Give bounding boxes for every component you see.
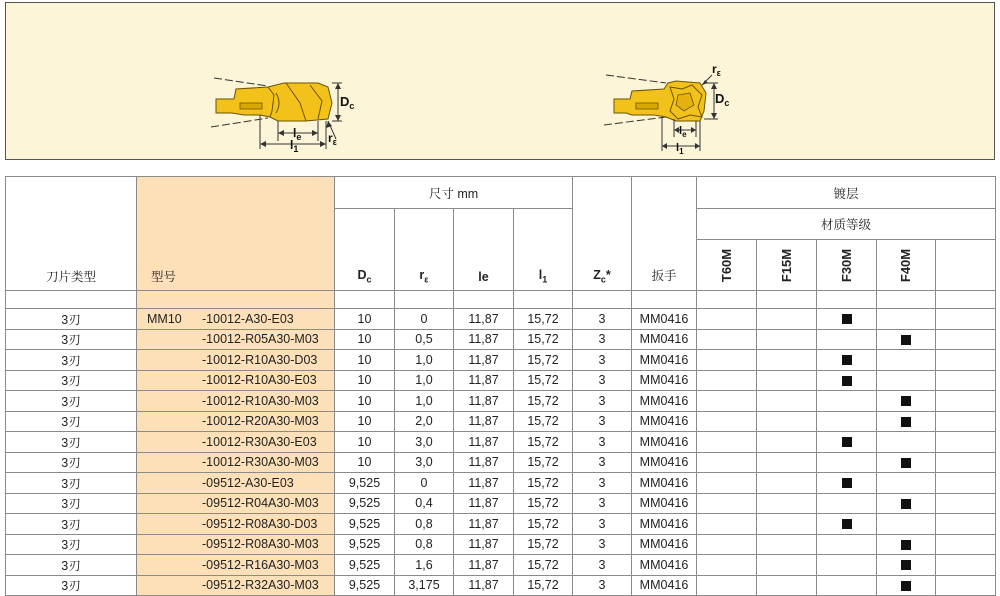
header-blade-type: 刀片类型 xyxy=(6,177,137,291)
grade-col-f15m: F15M xyxy=(757,240,817,291)
cell-grade-f40m xyxy=(877,534,936,555)
cell-zc: 3 xyxy=(573,411,632,432)
cell-grade-t60m xyxy=(697,534,757,555)
svg-text:l1: $l_1$ xyxy=(676,142,684,156)
model-code: -09512-R08A30-D03 xyxy=(202,516,318,531)
svg-text:le: $l_e$ xyxy=(293,126,302,142)
cell-dc: 10 xyxy=(335,309,395,330)
grade-available-mark xyxy=(842,519,852,529)
cell-blade-type: 3刃 xyxy=(6,350,137,371)
header-dc: $D_c$ xyxy=(335,209,395,291)
cell-grade-f30m xyxy=(817,493,877,514)
cell-blade-type: 3刃 xyxy=(6,473,137,494)
cell-grade-f40m xyxy=(877,432,936,453)
cell-grade-t60m xyxy=(697,329,757,350)
table-row xyxy=(6,391,996,412)
cell-zc: 3 xyxy=(573,534,632,555)
model-code: -09512-R32A30-M03 xyxy=(202,578,319,593)
cell-model xyxy=(137,452,335,473)
cell-l1: 15,72 xyxy=(514,514,573,535)
cell-r: 0,4 xyxy=(395,493,454,514)
cell-dc: 10 xyxy=(335,432,395,453)
cell-dc: 10 xyxy=(335,329,395,350)
cell-grade-t60m xyxy=(697,350,757,371)
grade-available-mark xyxy=(901,458,911,468)
cell-zc: 3 xyxy=(573,432,632,453)
cell-grade-f40m xyxy=(877,329,936,350)
insert-spec-table xyxy=(5,176,996,596)
cell-l1: 15,72 xyxy=(514,555,573,576)
cell-model xyxy=(137,473,335,494)
grade-available-mark xyxy=(901,581,911,591)
cell-grade-empty xyxy=(936,329,996,350)
header-le: le xyxy=(454,209,514,291)
cell-grade-f15m xyxy=(757,370,817,391)
model-code: -10012-A30-E03 xyxy=(202,311,294,326)
header-r: $r_\varepsilon$ xyxy=(395,209,454,291)
cell-grade-f40m xyxy=(877,370,936,391)
cell-grade-f15m xyxy=(757,452,817,473)
cell-le: 11,87 xyxy=(454,329,514,350)
cell-wrench: MM0416 xyxy=(632,411,697,432)
model-code: -10012-R30A30-E03 xyxy=(202,434,317,449)
cell-wrench: MM0416 xyxy=(632,391,697,412)
cell-r: 1,0 xyxy=(395,391,454,412)
cell-grade-f40m xyxy=(877,309,936,330)
cell-grade-f40m xyxy=(877,452,936,473)
cell-grade-t60m xyxy=(697,391,757,412)
cell-le: 11,87 xyxy=(454,411,514,432)
cell-grade-empty xyxy=(936,514,996,535)
cell-model xyxy=(137,370,335,391)
cell-l1: 15,72 xyxy=(514,370,573,391)
model-code: -09512-R04A30-M03 xyxy=(202,496,319,511)
cell-grade-f15m xyxy=(757,329,817,350)
cell-grade-f30m xyxy=(817,452,877,473)
cell-blade-type: 3刃 xyxy=(6,452,137,473)
cell-grade-f15m xyxy=(757,493,817,514)
cell-zc: 3 xyxy=(573,350,632,371)
right-dc-label: D xyxy=(715,91,725,106)
cell-grade-f30m xyxy=(817,309,877,330)
right-insert-drawing xyxy=(604,75,718,151)
cell-l1: 15,72 xyxy=(514,493,573,514)
header-l1: $l_1$ xyxy=(514,209,573,291)
table-row xyxy=(6,514,996,535)
grade-col-f30m: F30M xyxy=(817,240,877,291)
cell-wrench: MM0416 xyxy=(632,309,697,330)
cell-model xyxy=(137,391,335,412)
cell-le: 11,87 xyxy=(454,534,514,555)
cell-grade-f15m xyxy=(757,391,817,412)
cell-model xyxy=(137,309,335,330)
cell-model xyxy=(137,493,335,514)
grade-available-mark xyxy=(842,437,852,447)
cell-dc: 10 xyxy=(335,370,395,391)
table-row xyxy=(6,370,996,391)
cell-grade-f30m xyxy=(817,534,877,555)
cell-blade-type: 3刃 xyxy=(6,514,137,535)
model-code: -10012-R10A30-M03 xyxy=(202,393,319,408)
cell-wrench: MM0416 xyxy=(632,370,697,391)
cell-wrench: MM0416 xyxy=(632,555,697,576)
cell-grade-t60m xyxy=(697,493,757,514)
grade-available-mark xyxy=(901,335,911,345)
table-row xyxy=(6,309,996,330)
table-row xyxy=(6,473,996,494)
cell-r: 0,5 xyxy=(395,329,454,350)
cell-zc: 3 xyxy=(573,452,632,473)
model-code: -09512-R08A30-M03 xyxy=(202,537,319,552)
cell-grade-empty xyxy=(936,350,996,371)
grade-available-mark xyxy=(901,417,911,427)
table-row xyxy=(6,329,996,350)
grade-col-f40m: F40M xyxy=(877,240,936,291)
cell-grade-f30m xyxy=(817,350,877,371)
left-le-label: l xyxy=(293,126,297,140)
cell-model xyxy=(137,329,335,350)
cell-dc: 10 xyxy=(335,391,395,412)
table-row xyxy=(6,411,996,432)
cell-grade-f30m xyxy=(817,555,877,576)
cell-grade-f30m xyxy=(817,391,877,412)
header-coating: 镀层 xyxy=(697,177,996,209)
cell-grade-f15m xyxy=(757,575,817,596)
cell-grade-t60m xyxy=(697,473,757,494)
cell-l1: 15,72 xyxy=(514,452,573,473)
cell-r: 3,0 xyxy=(395,452,454,473)
cell-grade-empty xyxy=(936,432,996,453)
cell-l1: 15,72 xyxy=(514,575,573,596)
cell-r: 1,0 xyxy=(395,370,454,391)
cell-le: 11,87 xyxy=(454,473,514,494)
table-row xyxy=(6,432,996,453)
cell-blade-type: 3刃 xyxy=(6,370,137,391)
cell-grade-empty xyxy=(936,534,996,555)
cell-grade-f40m xyxy=(877,350,936,371)
cell-zc: 3 xyxy=(573,370,632,391)
header-wrench: 扳手 xyxy=(632,177,697,291)
cell-grade-f40m xyxy=(877,575,936,596)
cell-grade-f15m xyxy=(757,534,817,555)
grade-col-t60m: T60M xyxy=(697,240,757,291)
cell-grade-f15m xyxy=(757,309,817,330)
model-code: -10012-R10A30-D03 xyxy=(202,352,318,367)
cell-wrench: MM0416 xyxy=(632,350,697,371)
cell-grade-f30m xyxy=(817,473,877,494)
header-grade: 材质等级 xyxy=(697,209,996,240)
grade-col-empty xyxy=(936,240,996,291)
cell-wrench: MM0416 xyxy=(632,493,697,514)
cell-dc: 10 xyxy=(335,350,395,371)
cell-model xyxy=(137,575,335,596)
model-code: -09512-A30-E03 xyxy=(202,475,294,490)
grade-available-mark xyxy=(901,540,911,550)
right-r-label: r xyxy=(712,62,717,76)
cell-dc: 10 xyxy=(335,411,395,432)
cell-grade-f15m xyxy=(757,473,817,494)
cell-zc: 3 xyxy=(573,329,632,350)
insert-diagrams xyxy=(6,3,996,161)
header-zc: $Z_c*$ xyxy=(573,177,632,291)
model-code: -09512-R16A30-M03 xyxy=(202,557,319,572)
cell-blade-type: 3刃 xyxy=(6,555,137,576)
left-r-label: r xyxy=(328,131,333,145)
cell-grade-empty xyxy=(936,370,996,391)
cell-r: 0,8 xyxy=(395,534,454,555)
cell-grade-t60m xyxy=(697,575,757,596)
cell-dc: 9,525 xyxy=(335,555,395,576)
cell-l1: 15,72 xyxy=(514,473,573,494)
table-body xyxy=(6,309,996,596)
cell-l1: 15,72 xyxy=(514,534,573,555)
cell-grade-empty xyxy=(936,555,996,576)
cell-grade-f30m xyxy=(817,575,877,596)
cell-grade-f15m xyxy=(757,514,817,535)
right-l1-label: l xyxy=(676,142,680,154)
cell-dc: 9,525 xyxy=(335,534,395,555)
cell-model xyxy=(137,432,335,453)
cell-model xyxy=(137,411,335,432)
cell-blade-type: 3刃 xyxy=(6,411,137,432)
cell-grade-t60m xyxy=(697,370,757,391)
cell-grade-t60m xyxy=(697,555,757,576)
svg-text:le: $l_e$ xyxy=(679,125,687,139)
left-insert-drawing xyxy=(211,78,342,149)
table-row xyxy=(6,575,996,596)
cell-le: 11,87 xyxy=(454,493,514,514)
cell-le: 11,87 xyxy=(454,514,514,535)
cell-blade-type: 3刃 xyxy=(6,329,137,350)
cell-r: 3,0 xyxy=(395,432,454,453)
grade-available-mark xyxy=(842,478,852,488)
cell-r: 1,0 xyxy=(395,350,454,371)
cell-blade-type: 3刃 xyxy=(6,432,137,453)
table-row xyxy=(6,350,996,371)
cell-grade-empty xyxy=(936,411,996,432)
cell-model xyxy=(137,350,335,371)
svg-text:rε: $r_\varepsilon$ xyxy=(712,62,721,78)
cell-grade-f15m xyxy=(757,411,817,432)
cell-grade-f40m xyxy=(877,514,936,535)
cell-grade-t60m xyxy=(697,309,757,330)
cell-grade-empty xyxy=(936,473,996,494)
grade-available-mark xyxy=(901,560,911,570)
cell-grade-f40m xyxy=(877,411,936,432)
cell-r: 0 xyxy=(395,473,454,494)
cell-dc: 9,525 xyxy=(335,514,395,535)
cell-blade-type: 3刃 xyxy=(6,534,137,555)
cell-r: 0 xyxy=(395,309,454,330)
cell-dc: 10 xyxy=(335,452,395,473)
cell-grade-empty xyxy=(936,452,996,473)
header-size-group: 尺寸 mm xyxy=(335,177,573,209)
cell-grade-f30m xyxy=(817,329,877,350)
cell-grade-f40m xyxy=(877,555,936,576)
cell-wrench: MM0416 xyxy=(632,575,697,596)
cell-zc: 3 xyxy=(573,391,632,412)
cell-wrench: MM0416 xyxy=(632,473,697,494)
table-row xyxy=(6,534,996,555)
svg-text:Dc: $D_c$ xyxy=(340,94,355,111)
svg-text:l1: $l_1$ xyxy=(290,138,299,154)
cell-zc: 3 xyxy=(573,309,632,330)
cell-grade-f40m xyxy=(877,493,936,514)
cell-blade-type: 3刃 xyxy=(6,309,137,330)
cell-l1: 15,72 xyxy=(514,329,573,350)
cell-grade-f40m xyxy=(877,391,936,412)
cell-l1: 15,72 xyxy=(514,432,573,453)
cell-zc: 3 xyxy=(573,575,632,596)
cell-model xyxy=(137,555,335,576)
right-le-label: l xyxy=(679,125,683,137)
cell-zc: 3 xyxy=(573,514,632,535)
cell-grade-t60m xyxy=(697,432,757,453)
spacer-row xyxy=(6,291,996,309)
table-row xyxy=(6,555,996,576)
cell-le: 11,87 xyxy=(454,391,514,412)
cell-wrench: MM0416 xyxy=(632,432,697,453)
cell-wrench: MM0416 xyxy=(632,452,697,473)
cell-le: 11,87 xyxy=(454,309,514,330)
cell-blade-type: 3刃 xyxy=(6,391,137,412)
cell-l1: 15,72 xyxy=(514,309,573,330)
model-code: -10012-R30A30-M03 xyxy=(202,455,319,470)
cell-grade-f15m xyxy=(757,350,817,371)
cell-zc: 3 xyxy=(573,493,632,514)
cell-r: 1,6 xyxy=(395,555,454,576)
cell-zc: 3 xyxy=(573,473,632,494)
cell-le: 11,87 xyxy=(454,432,514,453)
cell-grade-f30m xyxy=(817,370,877,391)
cell-grade-t60m xyxy=(697,514,757,535)
cell-l1: 15,72 xyxy=(514,391,573,412)
cell-model xyxy=(137,514,335,535)
cell-l1: 15,72 xyxy=(514,411,573,432)
cell-le: 11,87 xyxy=(454,370,514,391)
cell-wrench: MM0416 xyxy=(632,534,697,555)
cell-grade-t60m xyxy=(697,411,757,432)
cell-grade-f15m xyxy=(757,432,817,453)
cell-grade-t60m xyxy=(697,452,757,473)
cell-wrench: MM0416 xyxy=(632,329,697,350)
left-l1-label: l xyxy=(290,138,294,152)
cell-grade-f15m xyxy=(757,555,817,576)
cell-dc: 9,525 xyxy=(335,473,395,494)
cell-blade-type: 3刃 xyxy=(6,493,137,514)
cell-grade-empty xyxy=(936,391,996,412)
cell-blade-type: 3刃 xyxy=(6,575,137,596)
cell-le: 11,87 xyxy=(454,555,514,576)
grade-available-mark xyxy=(901,396,911,406)
cell-le: 11,87 xyxy=(454,350,514,371)
table-row xyxy=(6,452,996,473)
insert-diagram-panel xyxy=(5,2,995,160)
cell-model xyxy=(137,534,335,555)
table-row xyxy=(6,493,996,514)
cell-grade-f30m xyxy=(817,432,877,453)
grade-available-mark xyxy=(842,355,852,365)
model-code: -10012-R10A30-E03 xyxy=(202,373,317,388)
cell-le: 11,87 xyxy=(454,575,514,596)
cell-grade-empty xyxy=(936,575,996,596)
left-dc-label: D xyxy=(340,94,350,109)
model-code: -10012-R20A30-M03 xyxy=(202,414,319,429)
cell-r: 3,175 xyxy=(395,575,454,596)
grade-available-mark xyxy=(842,376,852,386)
svg-text:Dc: $D_c$ xyxy=(715,91,730,108)
cell-grade-f30m xyxy=(817,514,877,535)
grade-available-mark xyxy=(842,314,852,324)
cell-grade-empty xyxy=(936,309,996,330)
header-model: 型号 xyxy=(137,177,335,291)
cell-zc: 3 xyxy=(573,555,632,576)
cell-grade-f40m xyxy=(877,473,936,494)
cell-grade-f30m xyxy=(817,411,877,432)
cell-r: 2,0 xyxy=(395,411,454,432)
cell-grade-empty xyxy=(936,493,996,514)
model-code: -10012-R05A30-M03 xyxy=(202,332,319,347)
cell-dc: 9,525 xyxy=(335,575,395,596)
cell-dc: 9,525 xyxy=(335,493,395,514)
cell-le: 11,87 xyxy=(454,452,514,473)
cell-r: 0,8 xyxy=(395,514,454,535)
grade-available-mark xyxy=(901,499,911,509)
cell-l1: 15,72 xyxy=(514,350,573,371)
cell-wrench: MM0416 xyxy=(632,514,697,535)
model-prefix: MM10 xyxy=(147,311,182,326)
svg-text:rε: $r_\varepsilon$ xyxy=(328,131,337,147)
